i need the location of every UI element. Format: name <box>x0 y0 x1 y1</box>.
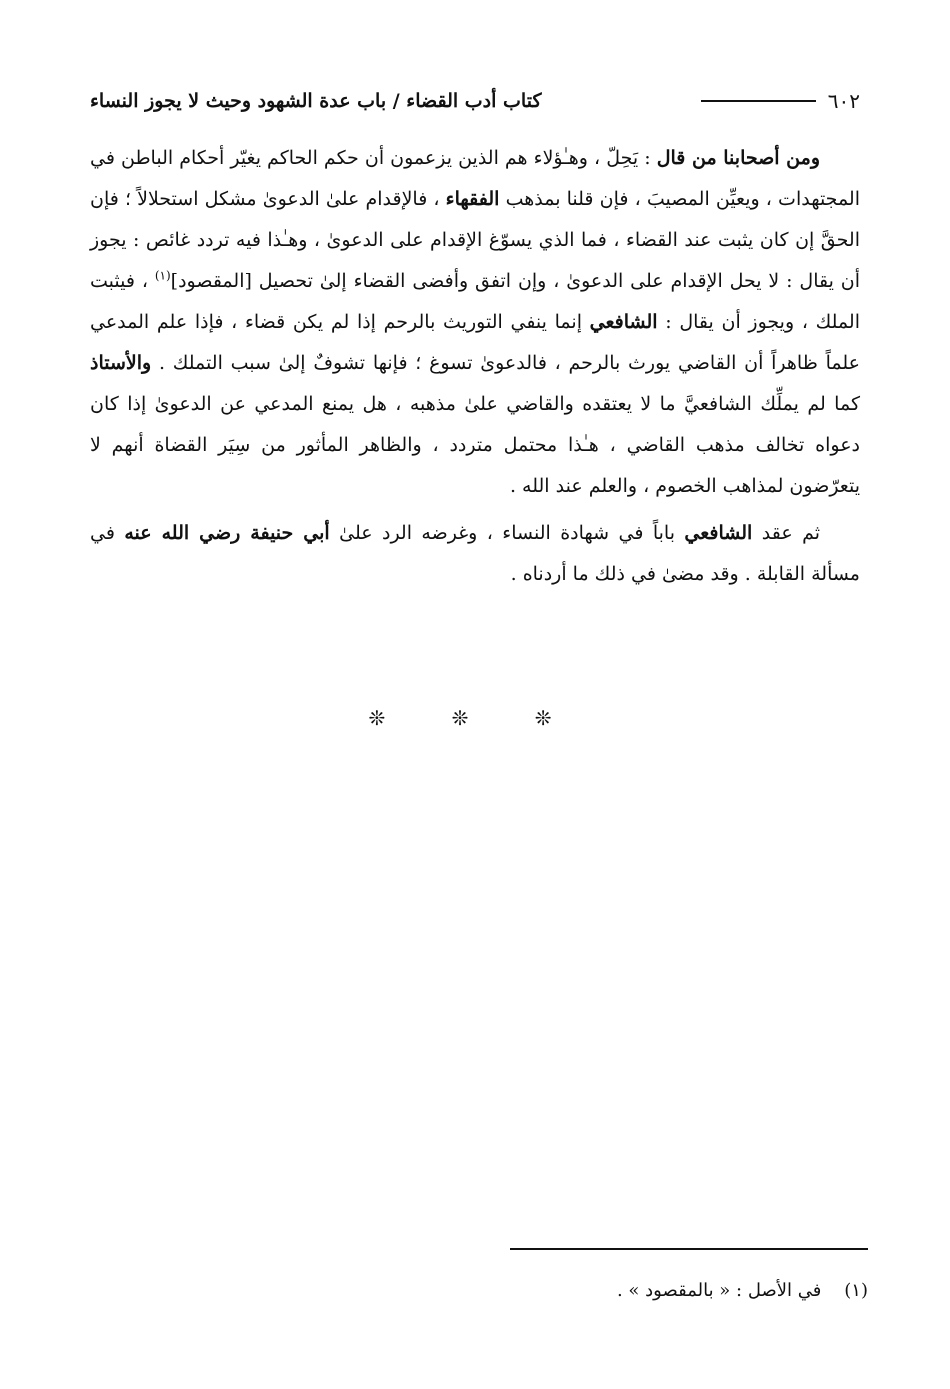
bold-name: الفقهاء <box>445 188 500 210</box>
text-run: ، فيثبت الملك ، ويجوز أن يقال : <box>90 270 860 333</box>
paragraph-1 <box>90 138 860 507</box>
page-number: ٦٠٢ <box>827 89 860 113</box>
text-run: ثم عقد <box>752 522 821 544</box>
paragraph-2 <box>90 513 860 595</box>
bold-name: ومن أصحابنا من قال <box>656 147 820 169</box>
text-run: كما لم يملِّك الشافعيَّ ما لا يعتقده والقاضي علىٰ مذهبه ، هل يمنع المدعي عن الدعوىٰ إذا كان دعواه تخالف مذهب القاضي ، هـٰذا محتمل متردد ، والظاهر المأثور من سِيَر القضاة أنهم لا يتعرّضون لمذاهب الخصوم ، والعلم عند الله . <box>90 393 860 497</box>
text-run: : يَحِلّ ، وهـٰؤلاء هم الذين يزعمون أن حكم الحاكم يغيّر أحكام الباطن في المجتهدات ، ويعيِّن المصيبَ ، فإن قلنا بمذهب <box>90 147 861 210</box>
bold-name: الشافعي <box>684 522 753 544</box>
text-run: باباً في شهادة النساء ، وغرضه الرد علىٰ <box>329 522 685 544</box>
header-rule <box>701 100 816 102</box>
footnote-rule <box>510 1248 868 1250</box>
page-header <box>90 84 860 118</box>
text-run: في مسألة القابلة . وقد مضىٰ في ذلك ما أردناه . <box>90 522 860 585</box>
bold-name: الشافعي <box>589 311 658 333</box>
footnote <box>90 1276 868 1306</box>
main-text <box>90 138 860 595</box>
footnote-text: في الأصل : « بالمقصود » . <box>616 1280 822 1301</box>
text-run: إنما ينفي التوريث بالرحم إذا لم يكن قضاء ، فإذا علم المدعي علماً ظاهراً أن القاضي يورث بالرحم ، فالدعوىٰ تسوغ ؛ فإنها تشوفٌ إلىٰ سبب التملك . <box>90 311 860 374</box>
bold-name: والأستاذ <box>90 352 152 374</box>
section-separator: ❊ ❊ ❊ <box>368 706 582 730</box>
bold-name: أبي حنيفة رضي الله عنه <box>124 522 330 544</box>
running-title: كتاب أدب القضاء / باب عدة الشهود وحيث لا يجوز النساء <box>90 90 542 112</box>
footnote-marker: (١) <box>844 1280 868 1301</box>
text-run: ، فالإقدام علىٰ الدعوىٰ مشكل استحلالاً ؛ فإن الحقَّ إن كان يثبت عند القضاء ، فما الذي يسوّغ الإقدام على الدعوىٰ ، وهـٰذا فيه تردد غائص : يجوز أن يقال : لا يحل الإقدام على الدعوىٰ ، وإن اتفق وأفضى القضاء إلىٰ تحصيل [المقصود] <box>90 188 860 292</box>
footnote-reference: (١) <box>154 268 171 283</box>
